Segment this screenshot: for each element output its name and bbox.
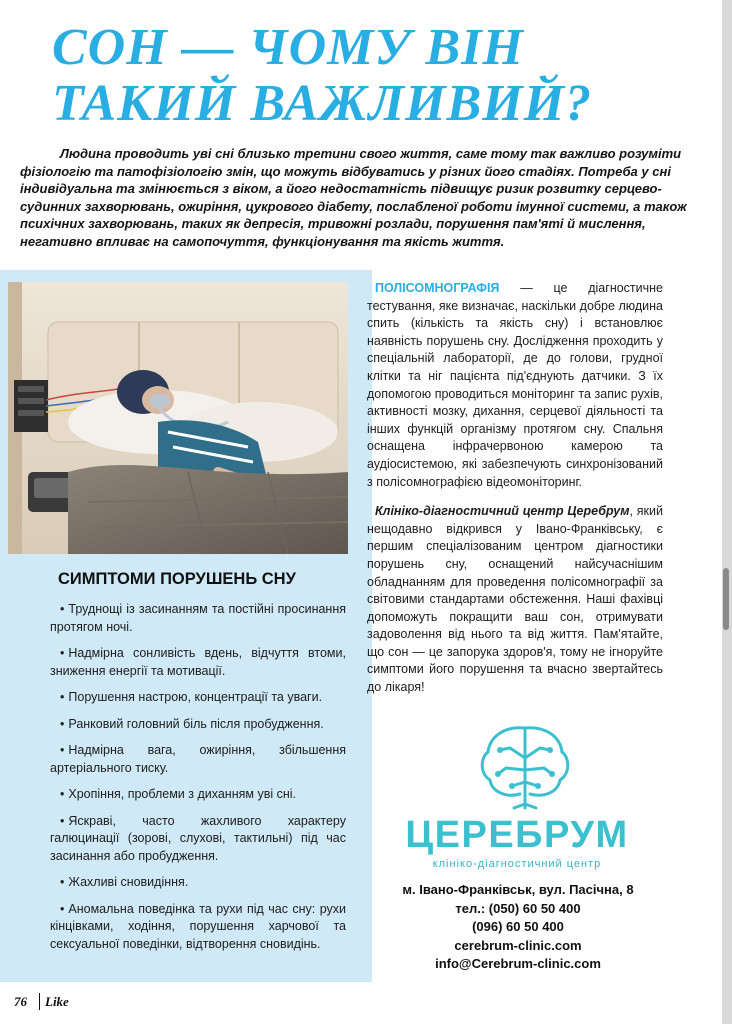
clinic-name: Клініко-діагностичний центр Церебрум — [375, 504, 630, 519]
symptom-text: Надмірна сонливість вдень, відчуття втоми, зниження енергії та мотивації. — [50, 646, 346, 678]
title-line-1: СОН — ЧОМУ ВІН — [52, 19, 524, 76]
bullet-icon: • — [60, 813, 65, 828]
symptom-text: Хропіння, проблеми з диханням уві сні. — [68, 787, 296, 801]
magazine-name: Like — [45, 994, 69, 1009]
article-intro: Людина проводить уві сні близько третини свого життя, саме тому так важливо розуміти фізіологію та патофізіологію змін, що можуть відбуватись у різних його стадіях. Потреба у сні індивідуальна та змінюється з віком, а його недостатність підвищує ризик розвитку серцево-судинних захворювань, ожиріння, цукрового діабету, послабленої роботи імунної системи, а також психічних захворювань, таких як депресія, тривожні розлади, порушення пам'яті й мислення, негативно впливає на самопочуття, функціонування та якість життя. — [20, 146, 687, 249]
article-title — [52, 20, 692, 132]
clinic-phone-2: (096) 60 50 400 — [472, 919, 564, 934]
polysomnography-text: — це діагностичне тестування, яке визначає, наскільки добре людина спить (кількість та якість сну) і встановлює наявність порушень сну. Дослідження проходить у спеціальній лабораторії, де до голови, грудної клітки та ніг пацієнта під'єднують датчики. З їх допомогою проводиться моніторинг та запис рухів, активності мозку, дихання, серцевої діяльності та інших функцій організму протягом сну. Спальня оснащена інфрачервоною камерою та аудіосистемою, які забезпечують синхронізований з полісомнографією відеомоніторинг. — [367, 281, 663, 489]
symptom-text: Аномальна поведінка та рухи під час сну: рухи кінцівками, ходіння, порушення харчової та сексуальної поведінки, відтворення сновидінь. — [50, 901, 346, 951]
symptom-text: Порушення настрою, концентрації та уваги. — [68, 690, 323, 704]
clinic-address: м. Івано-Франківськ, вул. Пасічна, 8 — [402, 882, 634, 897]
bullet-icon: • — [60, 743, 65, 757]
symptoms-title: СИМПТОМИ ПОРУШЕНЬ СНУ — [58, 570, 296, 588]
clinic-brand-name: ЦЕРЕБРУМ — [405, 814, 629, 856]
clinic-paragraph — [367, 503, 663, 697]
symptom-text: Яскраві, часто жахливого характеру галюцинації (зорові, слухові, тактильні) під час засинання або пробудження. — [50, 813, 346, 863]
list-item — [50, 601, 346, 636]
list-item — [50, 742, 346, 777]
list-item — [50, 786, 346, 804]
polysomnography-paragraph — [367, 280, 663, 491]
bullet-icon: • — [60, 716, 65, 731]
right-column — [367, 280, 663, 709]
footer-divider — [39, 993, 40, 1010]
symptom-text: Труднощі із засинанням та постійні просинання протягом ночі. — [50, 602, 346, 634]
polysomnography-term: ПОЛІСОМНОГРАФІЯ — [375, 281, 500, 295]
list-item — [50, 716, 346, 734]
clinic-email-link[interactable]: info@Cerebrum-clinic.com — [435, 956, 601, 971]
bullet-icon: • — [60, 602, 65, 616]
bullet-icon: • — [60, 787, 65, 801]
list-item — [50, 689, 346, 707]
list-item — [50, 813, 346, 866]
bullet-icon: • — [60, 690, 65, 704]
patient-sleep-study-illustration — [8, 282, 348, 554]
clinic-contacts — [372, 881, 664, 974]
scrollbar-thumb[interactable] — [723, 568, 729, 630]
list-item — [50, 874, 346, 892]
list-item — [50, 901, 346, 954]
clinic-phone-1: тел.: (050) 60 50 400 — [455, 900, 581, 916]
scrollbar-track[interactable] — [722, 0, 732, 1024]
bullet-icon: • — [60, 901, 65, 916]
symptom-text: Жахливі сновидіння. — [68, 875, 189, 889]
clinic-tagline: клініко-діагностичний центр — [432, 858, 602, 870]
brain-tree-logo-icon — [470, 718, 580, 810]
symptom-text: Ранковий головний біль після пробудження. — [68, 716, 324, 731]
title-line-2: ТАКИЙ ВАЖЛИВИЙ? — [52, 75, 593, 132]
bullet-icon: • — [60, 646, 65, 660]
polysomnography-photo — [8, 282, 348, 554]
clinic-text: , який нещодавно відкрився у Івано-Франківську, є першим спеціалізованим центром діагностики порушень сну, оснащений найсучаснішим обладнанням для проведення полісомнографії за світовими стандартами обстеження. Наші фахівці допоможуть покращити ваш сон, отримувати задоволення від нього та від життя. Пам'ятайте, що сон — це запорука здоров'я, тому не ігноруйте симптоми його порушення та вчасно звертайтесь до лікаря! — [367, 504, 663, 695]
symptoms-list — [50, 601, 346, 962]
page-number: 76 — [14, 994, 27, 1009]
bullet-icon: • — [60, 875, 65, 889]
clinic-website-link[interactable]: cerebrum-clinic.com — [454, 937, 582, 953]
symptom-text: Надмірна вага, ожиріння, збільшення артеріального тиску. — [50, 743, 346, 775]
list-item — [50, 645, 346, 680]
